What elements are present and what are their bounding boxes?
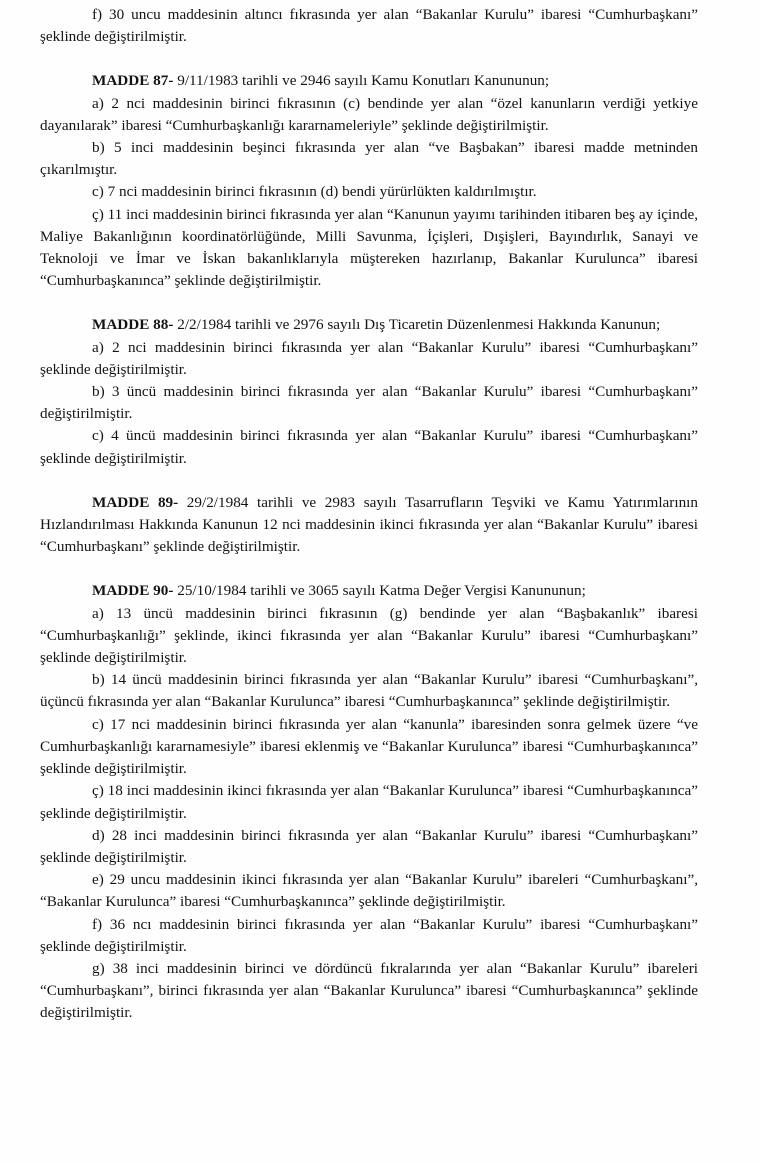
paragraph-item: b) 14 üncü maddesinin birinci fıkrasında yer alan “Bakanlar Kurulu” ibaresi “Cumhurbaşkanı”, üçüncü fıkrasında yer alan “Bakanlar Kurulunca” ibaresi “Cumhurbaşkanınca” şeklinde değiştirilmiştir. (40, 671, 698, 711)
paragraph-item: a) 2 nci maddesinin birinci fıkrasında yer alan “Bakanlar Kurulu” ibaresi “Cumhurbaşkanı” şeklinde değiştirilmiştir. (40, 338, 698, 378)
paragraph-item: d) 28 inci maddesinin birinci fıkrasında yer alan “Bakanlar Kurulu” ibaresi “Cumhurbaşkanı” şeklinde değiştirilmiştir. (40, 826, 698, 866)
spacer (40, 48, 698, 70)
article-87 (40, 70, 698, 292)
paragraph-item: ç) 18 inci maddesinin ikinci fıkrasında yer alan “Bakanlar Kurulunca” ibaresi “Cumhurbaşkanınca” şeklinde değiştirilmiştir. (40, 782, 698, 822)
article-heading (40, 492, 698, 559)
article-heading (40, 314, 698, 336)
article-heading-text: 29/2/1984 tarihli ve 2983 sayılı Tasarrufların Teşviki ve Kamu Yatırımlarının Hızlandırılması Hakkında Kanunun 12 nci maddesinin ikinci fıkrasında yer alan “Bakanlar Kurulu” ibaresi “Cumhurbaşkanı” şeklinde değiştirilmiştir. (40, 493, 698, 556)
article-heading-text: 2/2/1984 tarihli ve 2976 sayılı Dış Ticaretin Düzenlenmesi Hakkında Kanunun; (173, 316, 661, 334)
paragraph-item: ç) 11 inci maddesinin birinci fıkrasında yer alan “Kanunun yayımı tarihinden itibaren beş ay içinde, Maliye Bakanlığının koordinatörlüğünde, Milli Savunma, İçişleri, Dışişleri, Bayındırlık, Sanayi ve Teknoloji ve İmar ve İskan bakanlıklarıyla müştereken hazırlanıp, Bakanlar Kurulunca” ibaresi “Cumhurbaşkanınca” şeklinde değiştirilmiştir. (40, 205, 698, 290)
article-label: MADDE 88- (92, 316, 174, 334)
article-89 (40, 492, 698, 559)
paragraph-item: e) 29 uncu maddesinin ikinci fıkrasında yer alan “Bakanlar Kurulu” ibareleri “Cumhurbaşkanı”, “Bakanlar Kurulunca” ibaresi “Cumhurbaşkanınca” şeklinde değiştirilmiştir. (40, 871, 698, 911)
paragraph-item: f) 30 uncu maddesinin altıncı fıkrasında yer alan “Bakanlar Kurulu” ibaresi “Cumhurbaşkanı” şeklinde değiştirilmiştir. (40, 6, 698, 46)
spacer (40, 292, 698, 314)
article-88 (40, 314, 698, 469)
spacer (40, 558, 698, 580)
paragraph-item: g) 38 inci maddesinin birinci ve dördüncü fıkralarında yer alan “Bakanlar Kurulu” ibareleri “Cumhurbaşkanı”, birinci fıkrasında yer alan “Bakanlar Kurulunca” ibaresi “Cumhurbaşkanınca” şeklinde değiştirilmiştir. (40, 959, 698, 1022)
article-continuation (40, 4, 698, 48)
article-heading-text: 9/11/1983 tarihli ve 2946 sayılı Kamu Konutları Kanununun; (173, 72, 550, 90)
paragraph-item: c) 7 nci maddesinin birinci fıkrasının (d) bendi yürürlükten kaldırılmıştır. (92, 183, 537, 201)
article-90 (40, 580, 698, 1024)
paragraph-item: a) 2 nci maddesinin birinci fıkrasının (c) bendinde yer alan “özel kanunların verdiği yetkiye dayanılarak” ibaresi “Cumhurbaşkanlığı kararnameleriyle” şeklinde değiştirilmiştir. (40, 94, 698, 134)
paragraph-item: b) 3 üncü maddesinin birinci fıkrasında yer alan “Bakanlar Kurulu” ibaresi “Cumhurbaşkanı” değiştirilmiştir. (40, 383, 698, 423)
article-label: MADDE 90- (92, 582, 174, 600)
paragraph-item: b) 5 inci maddesinin beşinci fıkrasında yer alan “ve Başbakan” ibaresi madde metninden çıkarılmıştır. (40, 139, 698, 179)
article-heading (40, 580, 698, 602)
spacer (40, 470, 698, 492)
paragraph-item: a) 13 üncü maddesinin birinci fıkrasının (g) bendinde yer alan “Başbakanlık” ibaresi “Cumhurbaşkanlığı” şeklinde, ikinci fıkrasında yer alan “Bakanlar Kurulu” ibaresi “Cumhurbaşkanı” şeklinde değiştirilmiştir. (40, 604, 698, 667)
paragraph-item: f) 36 ncı maddesinin birinci fıkrasında yer alan “Bakanlar Kurulu” ibaresi “Cumhurbaşkanı” şeklinde değiştirilmiştir. (40, 915, 698, 955)
paragraph-item: c) 17 nci maddesinin birinci fıkrasında yer alan “kanunla” ibaresinden sonra gelmek üzere “ve Cumhurbaşkanlığı kararnamesiyle” ibaresi eklenmiş ve “Bakanlar Kurulunca” ibaresi “Cumhurbaşkanınca” şeklinde değiştirilmiştir. (40, 715, 698, 778)
article-heading-text: 25/10/1984 tarihli ve 3065 sayılı Katma Değer Vergisi Kanununun; (173, 582, 586, 600)
article-label: MADDE 87- (92, 72, 174, 90)
paragraph-item: c) 4 üncü maddesinin birinci fıkrasında yer alan “Bakanlar Kurulu” ibaresi “Cumhurbaşkanı” şeklinde değiştirilmiştir. (40, 427, 698, 467)
article-heading (40, 70, 698, 92)
article-label: MADDE 89- (92, 493, 179, 511)
